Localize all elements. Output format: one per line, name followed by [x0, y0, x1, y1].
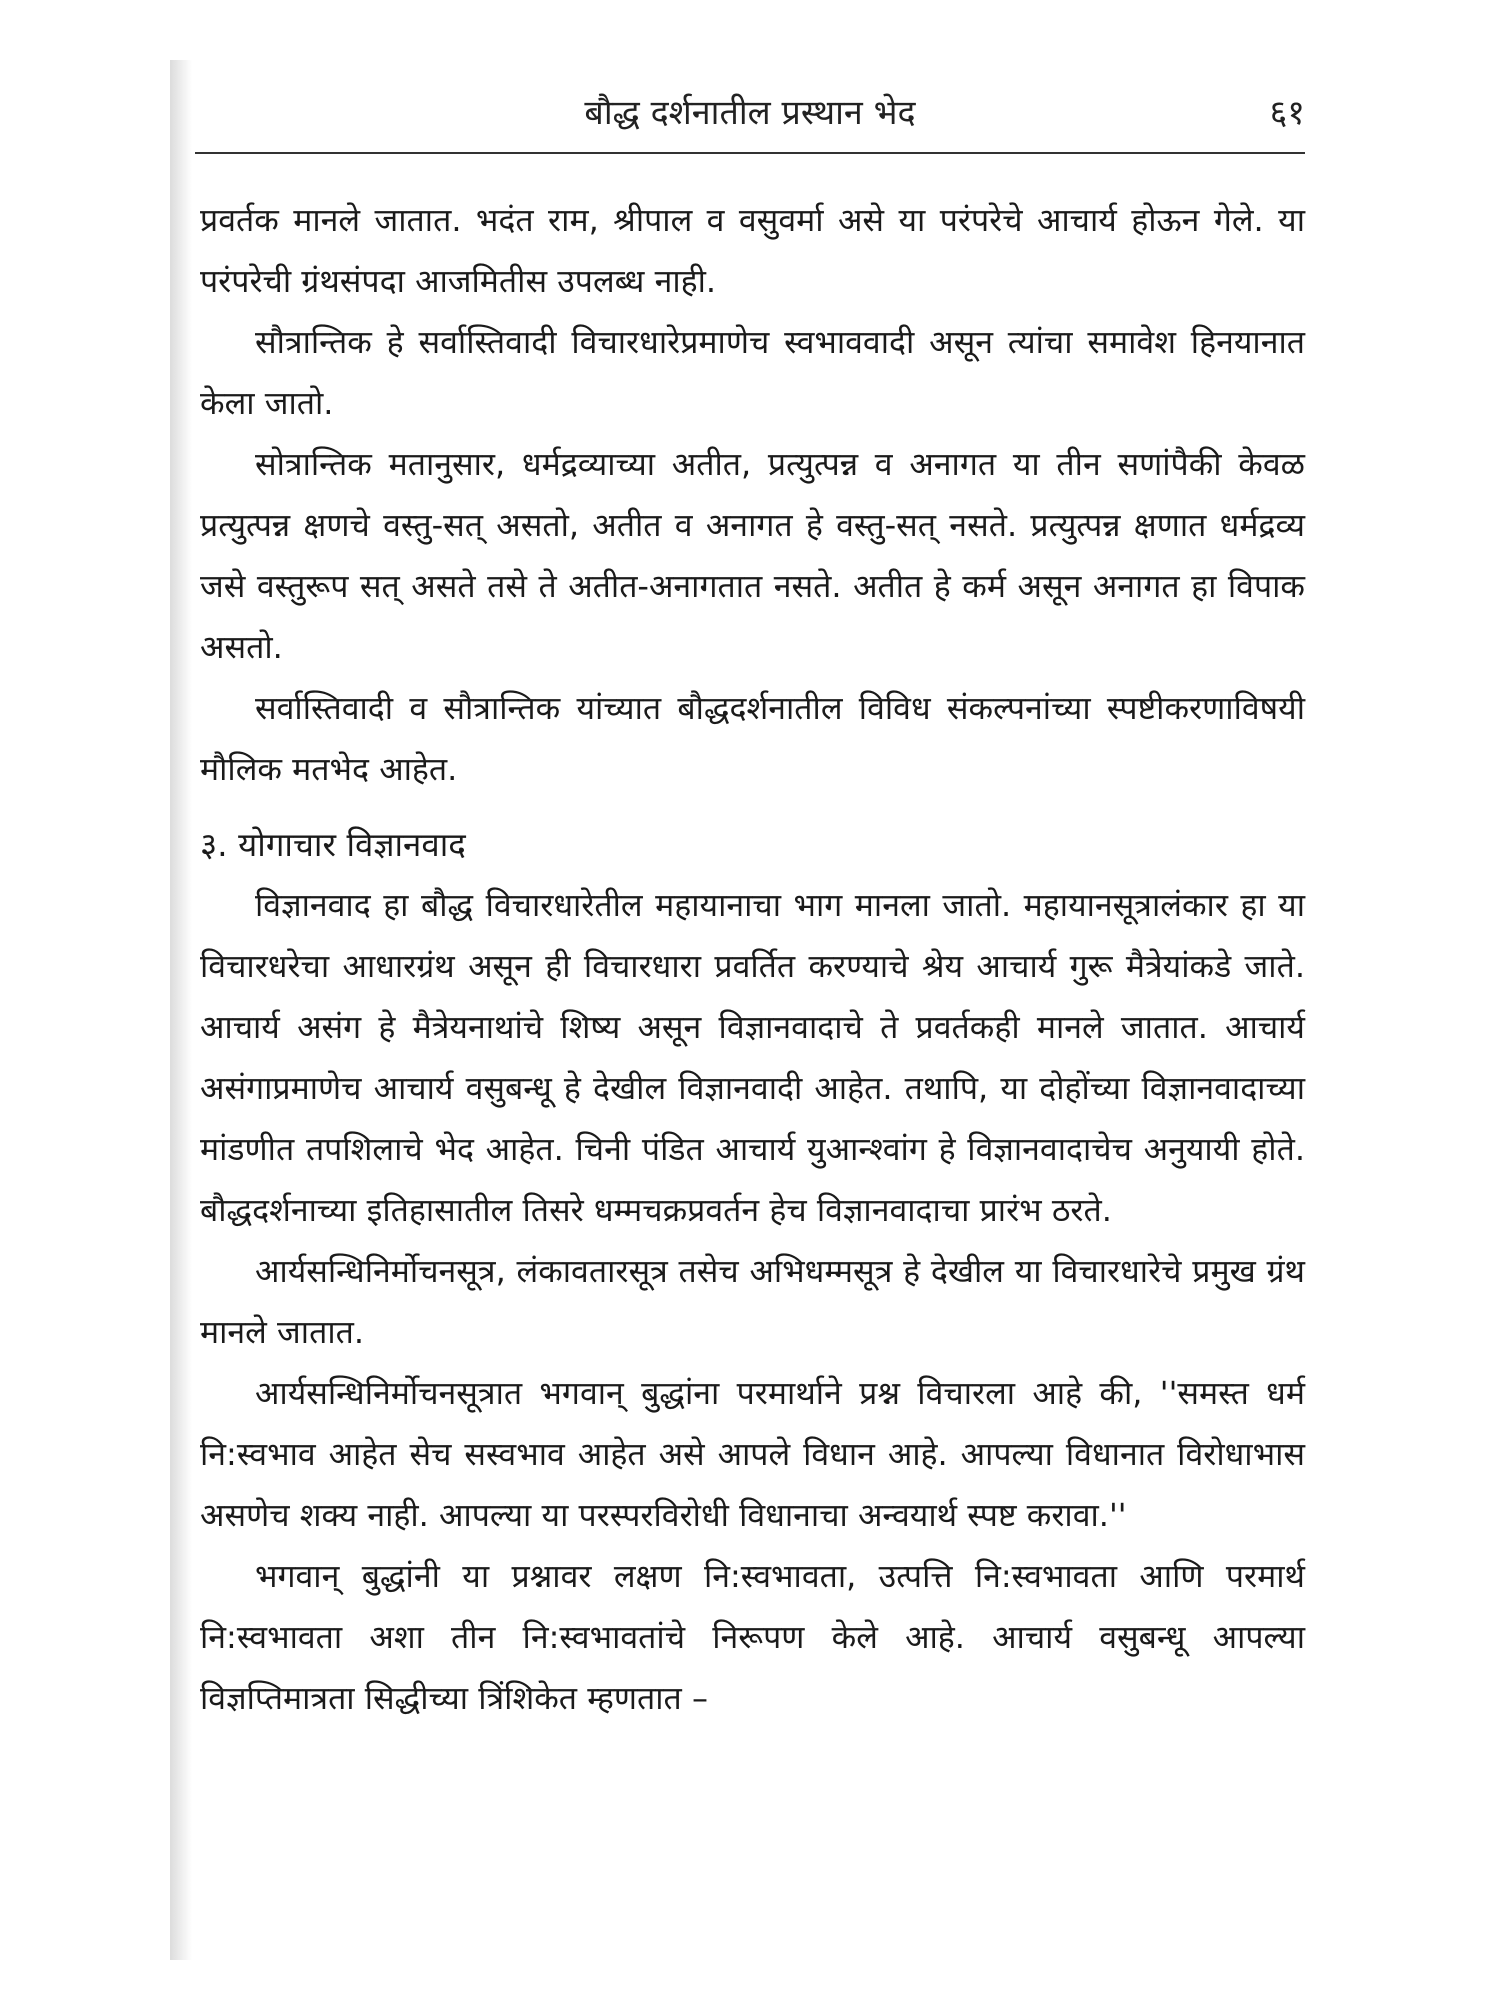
paragraph: विज्ञानवाद हा बौद्ध विचारधारेतील महायानाचा भाग मानला जातो. महायानसूत्रालंकार हा या विचारधरेचा आधारग्रंथ असून ही विचारधारा प्रवर्तित करण्याचे श्रेय आचार्य गुरू मैत्रेयांकडे जाते. आचार्य असंग हे मैत्रेयनाथांचे शिष्य असून विज्ञानवादाचे ते प्रवर्तकही मानले जातात. आचार्य असंगाप्रमाणेच आचार्य वसुबन्धू हे देखील विज्ञानवादी आहेत. तथापि, या दोहोंच्या विज्ञानवादाच्या मांडणीत तपशिलाचे भेद आहेत. चिनी पंडित आचार्य युआन्श्वांग हे विज्ञानवादाचेच अनुयायी होते. बौद्धदर्शनाच्या इतिहासातील तिसरे धम्मचक्रप्रवर्तन हेच विज्ञानवादाचा प्रारंभ ठरते. — [200, 886, 1305, 1229]
page-body — [200, 190, 1305, 1729]
section-heading: ३. योगाचार विज्ञानवाद — [200, 825, 466, 864]
page-number: ६१ — [1269, 93, 1305, 133]
paragraph: प्रवर्तक मानले जातात. भदंत राम, श्रीपाल व वसुवर्मा असे या परंपरेचे आचार्य होऊन गेले. या परंपरेची ग्रंथसंपदा आजमितीस उपलब्ध नाही. — [200, 201, 1305, 300]
paragraph: भगवान् बुद्धांनी या प्रश्नावर लक्षण नि:स्वभावता, उत्पत्ति नि:स्वभावता आणि परमार्थ नि:स्वभावता अशा तीन नि:स्वभावतांचे निरूपण केले आहे. आचार्य वसुबन्धू आपल्या विज्ञप्तिमात्रता सिद्धीच्या त्रिंशिकेत म्हणतात – — [200, 1557, 1305, 1717]
paragraph: सर्वास्तिवादी व सौत्रान्तिक यांच्यात बौद्धदर्शनातील विविध संकल्पनांच्या स्पष्टीकरणाविषयी मौलिक मतभेद आहेत. — [200, 689, 1305, 788]
paragraph: सोत्रान्तिक मतानुसार, धर्मद्रव्याच्या अतीत, प्रत्युत्पन्न व अनागत या तीन सणांपैकी केवळ प्रत्युत्पन्न क्षणचे वस्तु-सत् असतो, अतीत व अनागत हे वस्तु-सत् नसते. प्रत्युत्पन्न क्षणात धर्मद्रव्य जसे वस्तुरूप सत् असते तसे ते अतीत-अनागतात नसते. अतीत हे कर्म असून अनागत हा विपाक असतो. — [200, 445, 1305, 666]
paragraph: आर्यसन्धिनिर्मोचनसूत्र, लंकावतारसूत्र तसेच अभिधम्मसूत्र हे देखील या विचारधारेचे प्रमुख ग्रंथ मानले जातात. — [200, 1252, 1305, 1351]
paragraph: सौत्रान्तिक हे सर्वास्तिवादी विचारधारेप्रमाणेच स्वभाववादी असून त्यांचा समावेश हिनयानात केला जातो. — [200, 323, 1305, 422]
paragraph: आर्यसन्धिनिर्मोचनसूत्रात भगवान् बुद्धांना परमार्थाने प्रश्न विचारला आहे की, ''समस्त धर्म नि:स्वभाव आहेत सेच सस्वभाव आहेत असे आपले विधान आहे. आपल्या विधानात विरोधाभास असणेच शक्य नाही. आपल्या या परस्परविरोधी विधानाचा अन्वयार्थ स्पष्ट करावा.'' — [200, 1374, 1305, 1534]
binding-shadow — [170, 60, 192, 1960]
page-header — [195, 80, 1305, 154]
running-title: बौद्ध दर्शनातील प्रस्थान भेद — [584, 93, 916, 133]
